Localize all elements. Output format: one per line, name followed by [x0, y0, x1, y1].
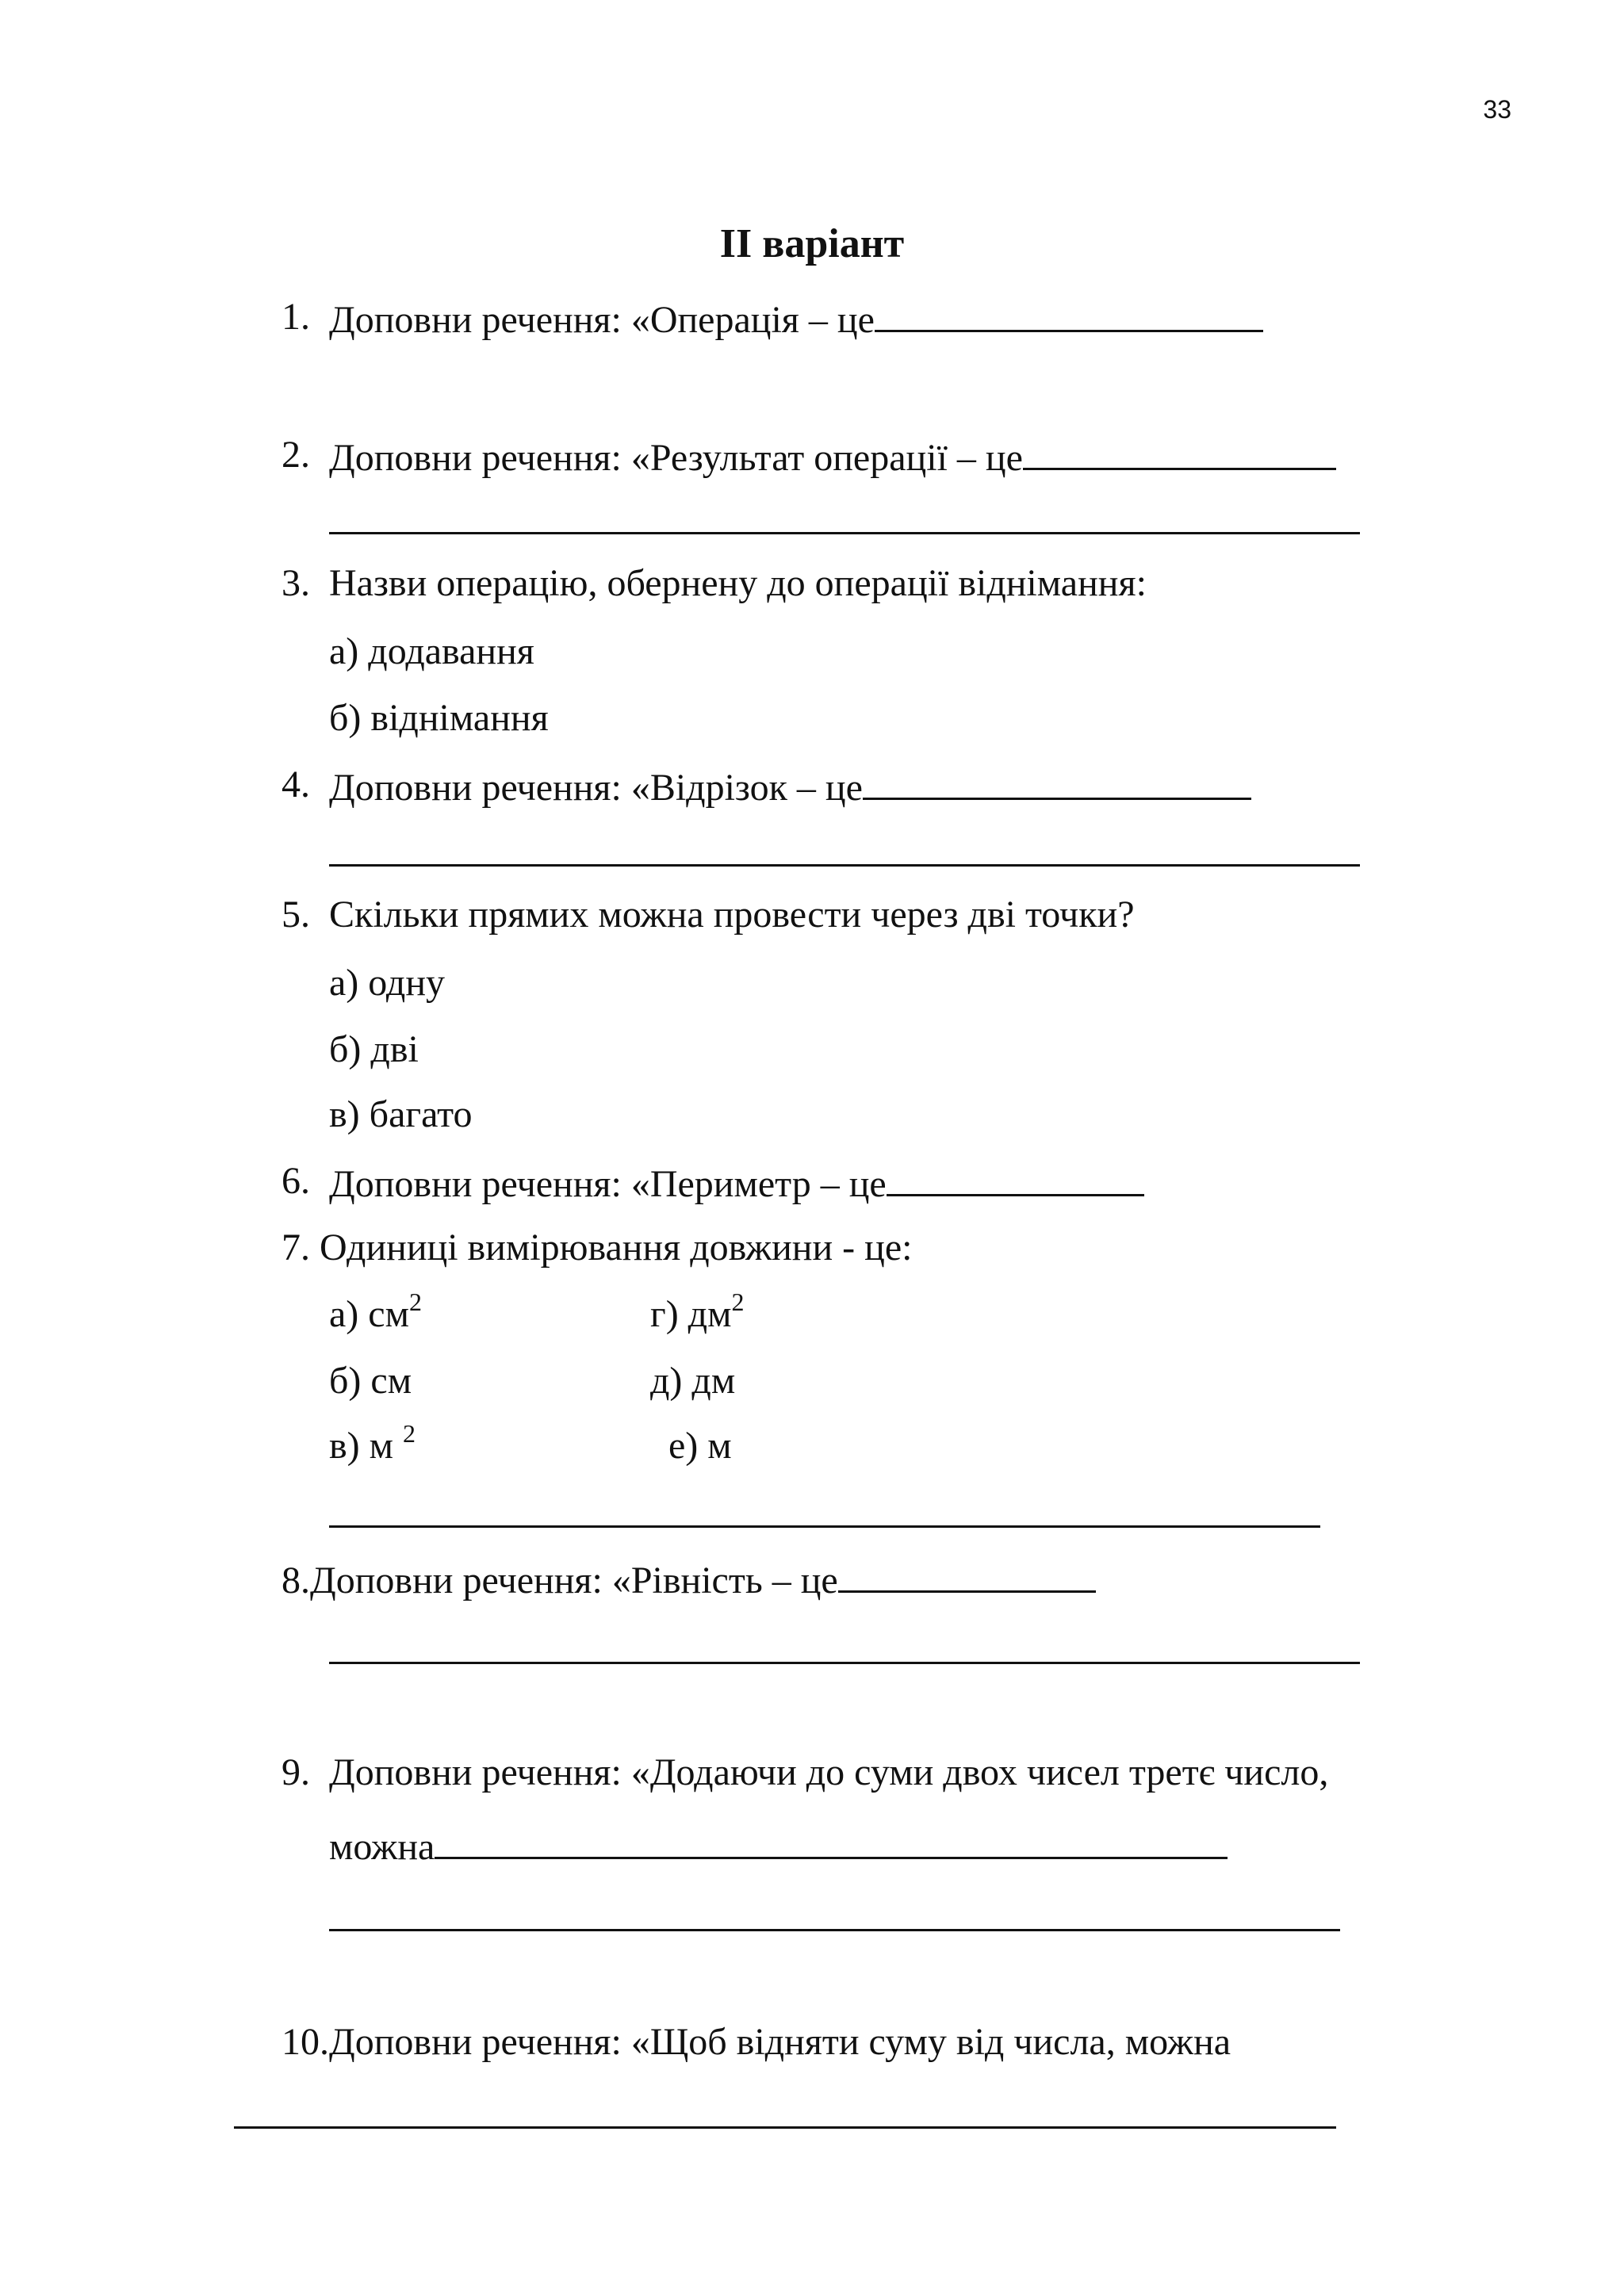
option-a-superscript: 2 [408, 1288, 422, 1316]
answer-line-8b[interactable] [329, 1662, 1360, 1664]
question-7-option-g [650, 1288, 745, 1338]
question-9-number: 9. [282, 1751, 310, 1793]
question-7-option-e: е) м [668, 1425, 732, 1467]
question-6-number: 6. [282, 1160, 310, 1202]
answer-blank-6[interactable] [887, 1158, 1144, 1196]
option-v-label: в) м [329, 1425, 404, 1467]
question-5-option-a: а) одну [329, 962, 446, 1004]
question-3-number: 3. [282, 562, 310, 604]
answer-line-10[interactable] [234, 2126, 1336, 2129]
answer-line-7[interactable] [329, 1525, 1320, 1528]
question-2-text [329, 431, 1336, 482]
answer-line-9b[interactable] [329, 1929, 1340, 1931]
answer-line-4b[interactable] [329, 864, 1360, 867]
question-5-option-c: в) багато [329, 1093, 473, 1135]
answer-blank-1[interactable] [875, 293, 1263, 332]
answer-blank-4[interactable] [863, 761, 1251, 800]
question-2-label: Доповни речення: «Результат операції – це [329, 437, 1023, 479]
question-6-label: Доповни речення: «Периметр – це [329, 1163, 887, 1205]
question-6-text [329, 1158, 1144, 1208]
question-4-text [329, 761, 1251, 812]
option-v-superscript: 2 [403, 1419, 416, 1448]
question-3-option-a: а) додавання [329, 630, 534, 672]
page-number: 33 [1483, 95, 1511, 124]
question-1-number: 1. [282, 296, 310, 338]
question-10-text: 10.Доповни речення: «Щоб відняти суму від числа, можна [282, 2021, 1231, 2063]
question-1-text [329, 293, 1263, 344]
question-4-label: Доповни речення: «Відрізок – це [329, 767, 863, 809]
question-5-text: Скільки прямих можна провести через дві точки? [329, 894, 1135, 936]
question-2-number: 2. [282, 434, 310, 476]
question-5-option-b: б) дві [329, 1028, 419, 1070]
option-g-label: г) дм [650, 1293, 732, 1335]
answer-line-2b[interactable] [329, 532, 1360, 534]
question-5-number: 5. [282, 894, 310, 936]
question-7-option-v [329, 1419, 416, 1470]
question-7-option-b: б) см [329, 1360, 412, 1402]
page-title: II варіант [719, 221, 905, 266]
answer-blank-2[interactable] [1023, 431, 1336, 470]
question-3-text: Назви операцію, обернену до операції віднімання: [329, 562, 1147, 604]
question-7-option-a [329, 1288, 422, 1338]
answer-blank-9[interactable] [435, 1820, 1228, 1859]
question-8-label: 8.Доповни речення: «Рівність – це [282, 1559, 838, 1601]
question-9-text: Доповни речення: «Додаючи до суми двох чисел третє число, [329, 1751, 1329, 1793]
question-1-label: Доповни речення: «Операція – це [329, 299, 875, 341]
option-a-label: а) см [329, 1293, 409, 1335]
answer-blank-8[interactable] [838, 1554, 1096, 1593]
option-g-superscript: 2 [731, 1288, 745, 1316]
question-7-text: 7. Одиниці вимірювання довжини - це: [282, 1226, 913, 1269]
question-4-number: 4. [282, 763, 310, 806]
question-8-text [282, 1554, 1096, 1605]
question-3-option-b: б) віднімання [329, 697, 549, 739]
question-9-line2-label: можна [329, 1826, 435, 1868]
question-9-line2 [329, 1820, 1228, 1871]
question-7-option-d: д) дм [650, 1360, 736, 1402]
